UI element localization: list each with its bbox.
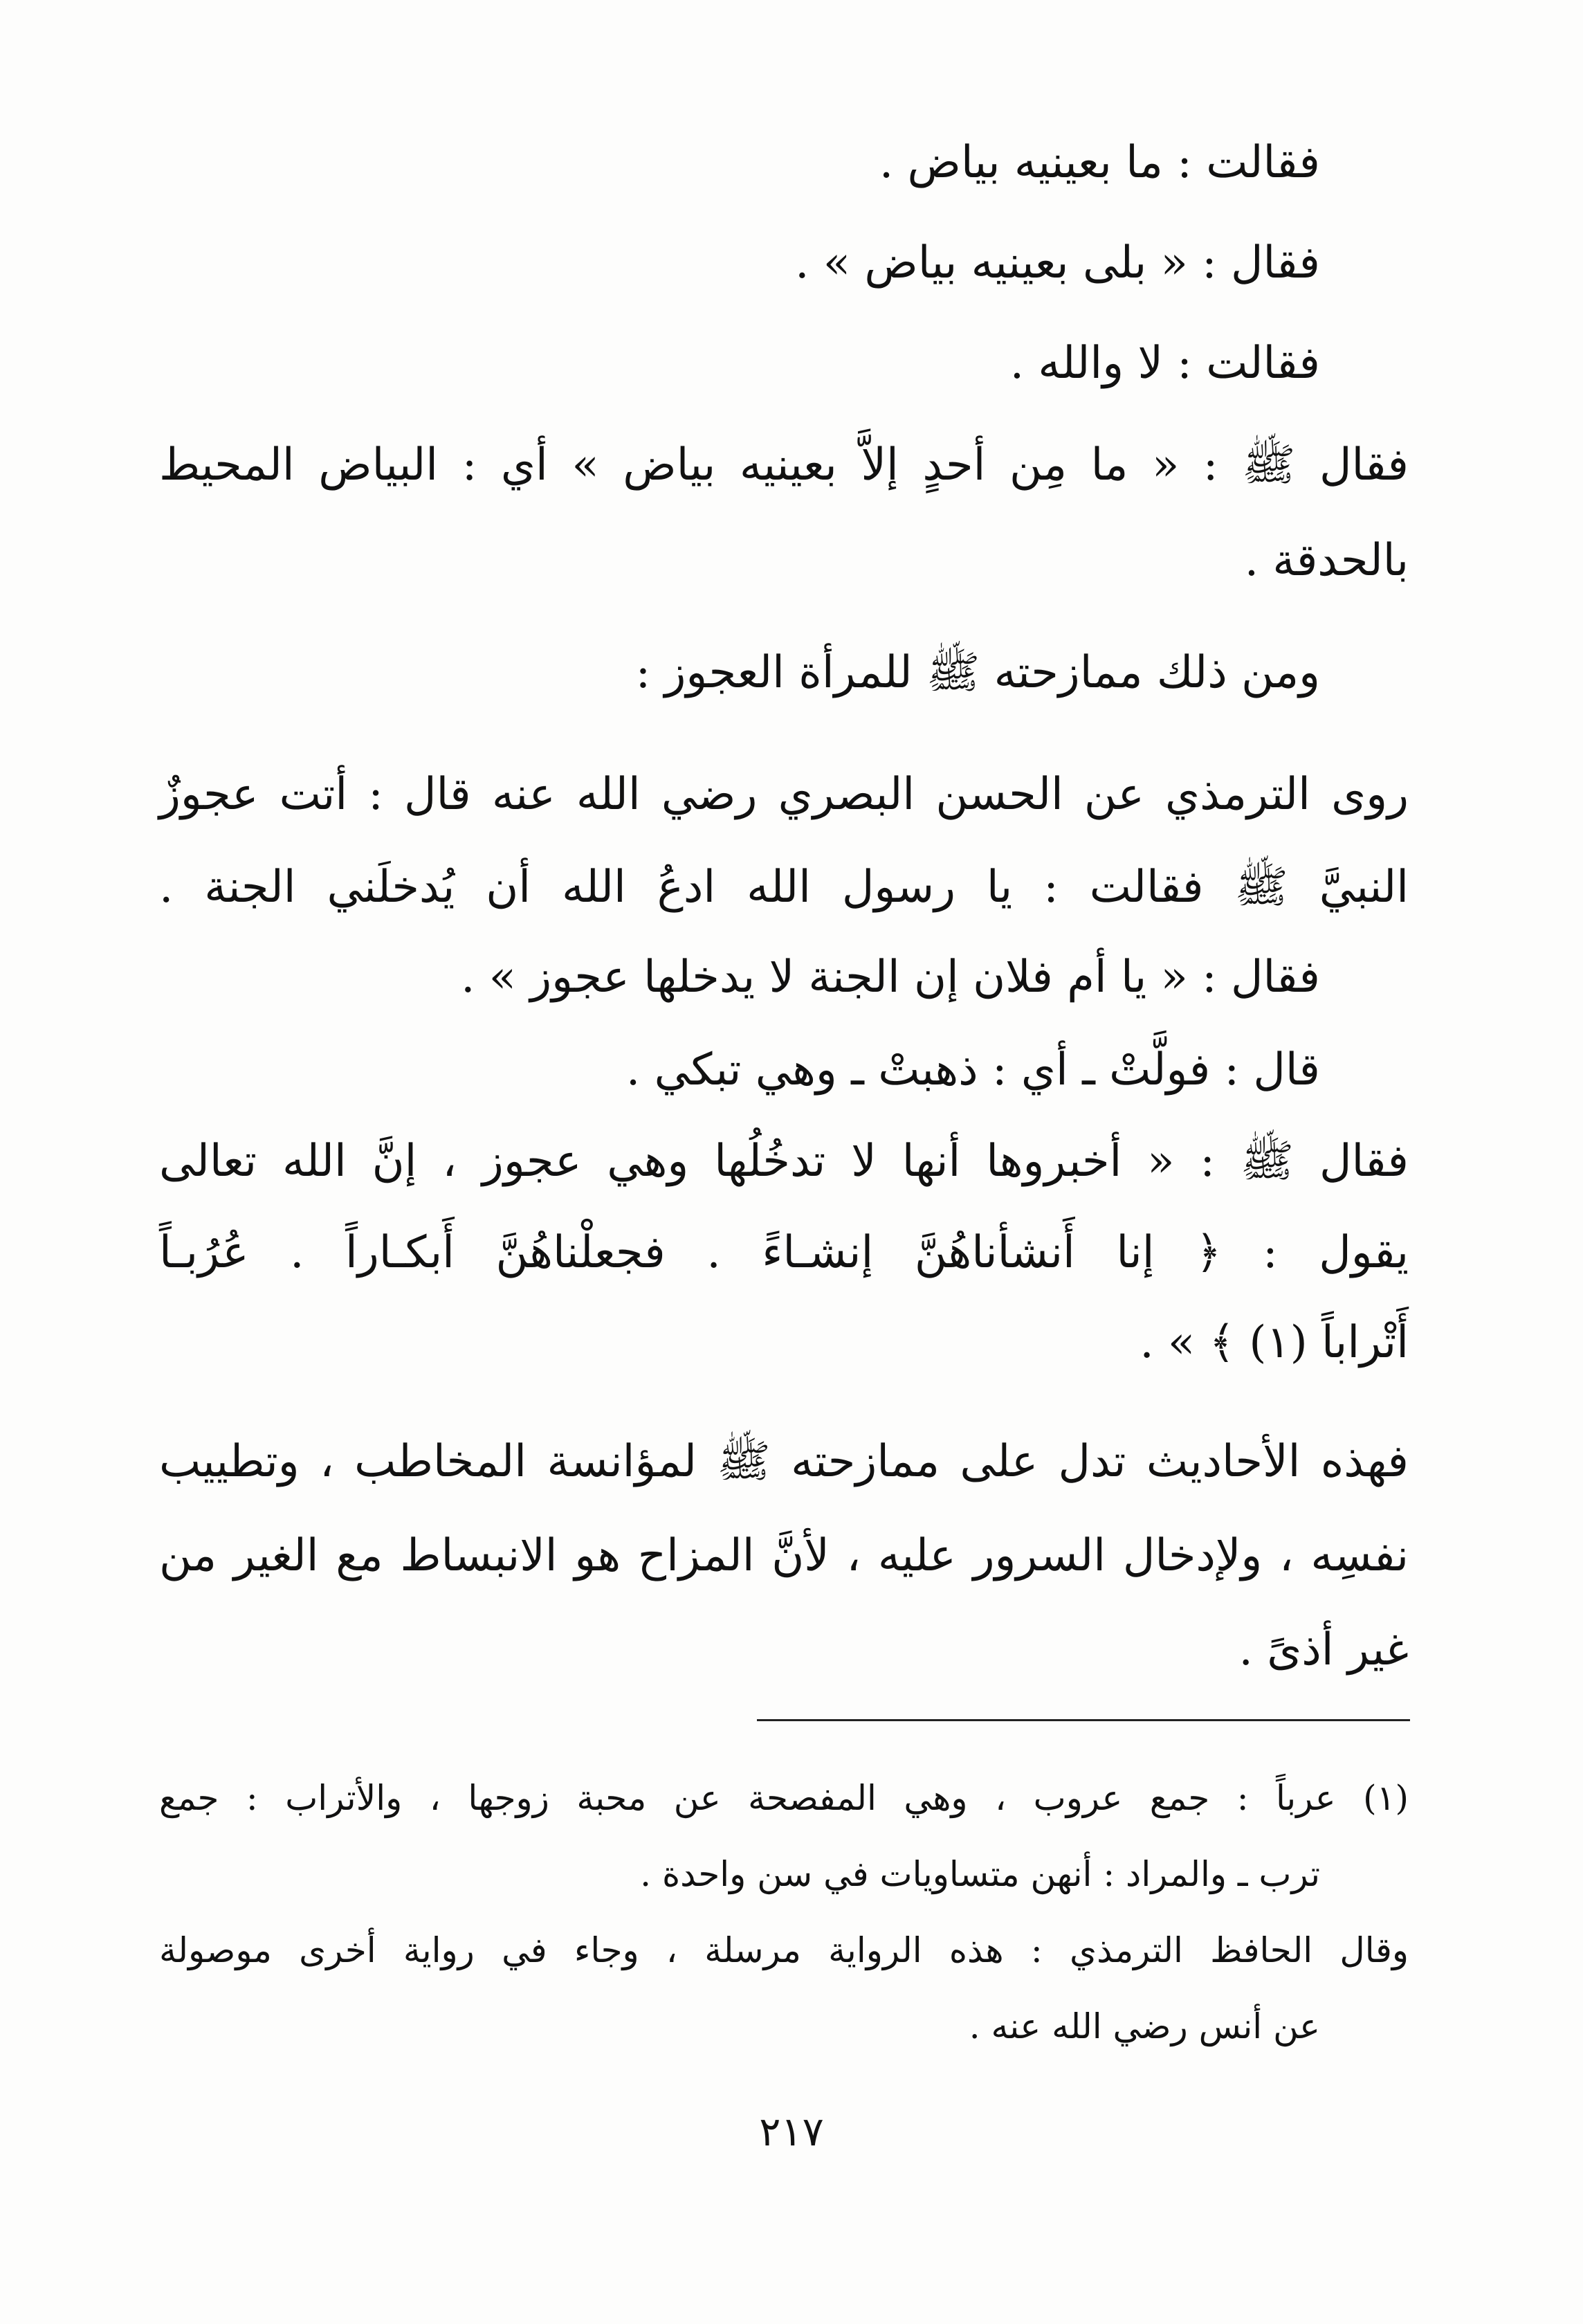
page-number: ٢١٧: [759, 2108, 824, 2155]
body-line-8: النبيَّ ﷺ فقالت : يا رسول الله ادعُ الله أن يُدخلَني الجنة .: [159, 862, 1409, 913]
body-line-1: فقالت : ما بعينيه بياض .: [879, 137, 1320, 188]
footnote-line-2: ترب ـ والمراد : أنهن متساويات في سن واحدة .: [640, 1854, 1320, 1894]
body-line-5: بالحدقة .: [1244, 535, 1409, 586]
body-line-13: أَتْراباً (١) ﴾ » .: [1140, 1317, 1409, 1368]
body-line-6: ومن ذلك ممازحته ﷺ للمرأة العجوز :: [635, 647, 1320, 698]
body-line-12: يقول : ﴿ إنا أَنشأناهُنَّ إنشـاءً . فجعلْناهُنَّ أَبكـاراً . عُرُبـاً: [159, 1227, 1409, 1278]
footnote-line-3: وقال الحافظ الترمذي : هذه الرواية مرسلة ، وجاء في رواية أخرى موصولة: [159, 1930, 1409, 1970]
body-line-4: فقال ﷺ : « ما مِن أحدٍ إلاَّ بعينيه بياض » أي : البياض المحيط: [159, 439, 1409, 491]
body-line-15: نفسِه ، ولإدخال السرور عليه ، لأنَّ المزاح هو الانبساط مع الغير من: [159, 1530, 1409, 1581]
body-line-9: فقال : « يا أم فلان إن الجنة لا يدخلها عجوز » .: [461, 952, 1320, 1003]
body-line-11: فقال ﷺ : « أخبروها أنها لا تدخُلُها وهي عجوز ، إنَّ الله تعالى: [159, 1136, 1409, 1187]
footnote-divider: [757, 1719, 1410, 1721]
body-line-16: غير أذىً .: [1238, 1624, 1409, 1676]
body-line-2: فقال : « بلى بعينيه بياض » .: [795, 237, 1320, 289]
body-line-7: روى الترمذي عن الحسن البصري رضي الله عنه قال : أتت عجوزٌ: [159, 769, 1409, 820]
body-line-3: فقالت : لا والله .: [1009, 338, 1320, 389]
footnote-line-4: عن أنس رضي الله عنه .: [969, 2006, 1320, 2046]
footnote-line-1: (١) عرباً : جمع عروب ، وهي المفصحة عن محبة زوجها ، والأتراب : جمع: [159, 1778, 1409, 1818]
body-line-10: قال : فولَّتْ ـ أي : ذهبتْ ـ وهي تبكي .: [625, 1044, 1320, 1096]
body-line-14: فهذه الأحاديث تدل على ممازحته ﷺ لمؤانسة المخاطب ، وتطييب: [159, 1436, 1409, 1487]
